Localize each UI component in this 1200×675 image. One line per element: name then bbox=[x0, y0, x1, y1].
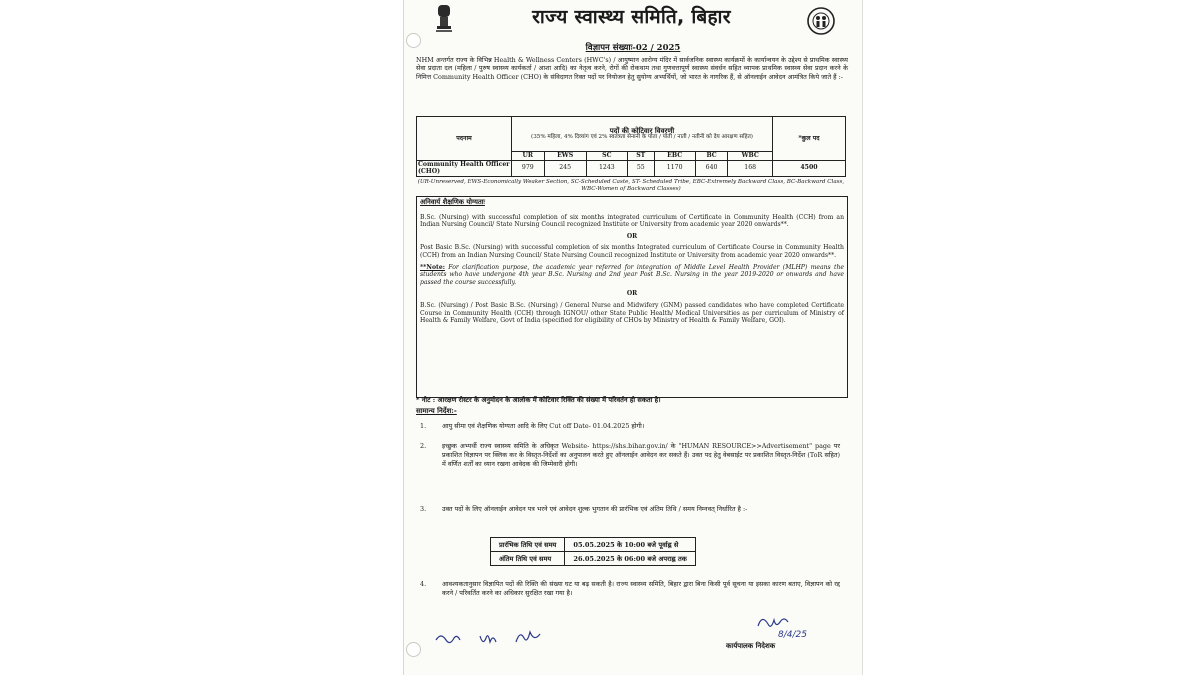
category-cell: UR bbox=[512, 152, 545, 161]
note-label: **Note: bbox=[420, 263, 445, 271]
date-value: 26.05.2025 के 06:00 बजे अपराह्न तक bbox=[565, 552, 695, 566]
instruction-item bbox=[420, 422, 840, 431]
state-emblem-icon bbox=[434, 4, 454, 34]
intro-paragraph: NHM अन्तर्गत राज्य के विभिन्न Health & Wellness Centers (HWC's) / आयुष्मान आरोग्य मंदिर में सार्वजनिक स्वास्थ्य कार्यक्रमों के कार्यान्वयन के उद्देश्य से प्राथमिक स्वास्थ्य सेवा प्रदाता दल (महिला / पुरुष स्वास्थ्य कार्यकर्ता / आशा आदि) का नेतृत्व करने, रोगों की रोकथाम तथा गुणवत्तापूर्ण स्वास्थ्य संवर्धन सहित व्यापक प्राथमिक स्वास्थ्य सेवा प्रदान करने के निमित्त Community Health Officer (CHO) के संविदागत रिक्त पदों पर नियोजन हेतु सुयोग्य अभ्यर्थियों, जो भारत के नागरिक हैं, से ऑनलाईन आवेदन आमंत्रित किये जाते हैं :- bbox=[416, 56, 848, 81]
value-cell: 979 bbox=[512, 160, 545, 176]
value-cell: 245 bbox=[544, 160, 586, 176]
signature-date: 8/4/25 bbox=[778, 630, 807, 640]
category-cell: EBC bbox=[654, 152, 695, 161]
col-post-header: पदनाम bbox=[417, 117, 512, 161]
reservation-note: * नोट : आरक्षण रोस्टर के अनुमोदन के आलोक में कोटिवार रिक्ति की संख्या में परिवर्तन हो सकता है। bbox=[416, 396, 661, 404]
category-legend: (UR-Unreserved, EWS-Economically Weaker Section, SC-Scheduled Caste, ST- Scheduled Tribe, EBC-Extremely Backward Class, BC-Backward Class, WBC-Women of Backward Classes) bbox=[417, 179, 845, 192]
qualification-option-1: B.Sc. (Nursing) with successful completion of six months integrated curriculum of Certificate in Community Health (CCH) from an Indian Nursing Council/ State Nursing Council recognized Institute or University from academic year 2020 onwards**. bbox=[420, 213, 844, 229]
item-number: 2. bbox=[420, 442, 427, 450]
item-text: उक्त पदों के लिए ऑनलाईन आवेदन पत्र भरने एवं आवेदन शुल्क भुगतान की प्रारंभिक एवं अंतिम तिथि / समय निम्नवत् निर्धारित है :- bbox=[442, 505, 748, 513]
value-cell: 640 bbox=[695, 160, 728, 176]
advertisement-number: विज्ञापन संख्याः-02 / 2025 bbox=[585, 43, 681, 53]
col-total-header: *कुल पद bbox=[773, 117, 846, 161]
qualification-box bbox=[416, 196, 848, 398]
designation: कार्यपालक निदेशक bbox=[726, 641, 776, 650]
col-breakup-header bbox=[512, 117, 773, 152]
director-signature bbox=[754, 612, 814, 640]
initials-signatures-icon bbox=[432, 628, 552, 650]
item-text: आवश्यकतानुसार विज्ञापित पदों की रिक्ति की संख्या घट या बढ़ सकती है। राज्य स्वास्थ्य समिति, बिहार द्वारा बिना किसी पूर्व सूचना या इसका कारण बताए, विज्ञापन को रद्द करने / परिवर्तित करने का अधिकार सुरक्षित रखा गया है। bbox=[442, 580, 840, 597]
punch-hole bbox=[406, 642, 421, 657]
item-number: 3. bbox=[420, 505, 427, 513]
instruction-item bbox=[420, 580, 840, 598]
instruction-item bbox=[420, 505, 840, 514]
qualification-option-3: B.Sc. (Nursing) / Post Basic B.Sc. (Nursing) / General Nurse and Midwifery (GNM) passed candidates who have completed Certificate Course in Community Health (CCH) through IGNOU/ other State Public Health/ Medical Universities as per curriculum of Ministry of Health & Family Welfare, Govt of India (specified for eligibility of CHOs by Ministry of Health & Family Welfare, GOI). bbox=[420, 301, 844, 325]
advertisement-page bbox=[403, 0, 863, 675]
category-cell: EWS bbox=[544, 152, 586, 161]
posts-table bbox=[416, 116, 846, 177]
item-text: आयु सीमा एवं शैक्षणिक योग्यता आदि के लिए Cut off Date- 01.04.2025 होगी। bbox=[442, 422, 645, 430]
item-number: 1. bbox=[420, 422, 427, 430]
category-cell: BC bbox=[695, 152, 728, 161]
note-text: For clarification purpose, the academic year referred for integration of Middle Level Health Provider (MLHP) means the students who have undergone 4th year B.Sc. Nursing and 2nd year Post B.Sc. Nursing in the year 2019-2020 or onwards and have passed the course successfully. bbox=[420, 263, 845, 286]
value-cell: 1170 bbox=[654, 160, 695, 176]
qualification-option-2: Post Basic B.Sc. (Nursing) with successful completion of six months Integrated curriculum of Certificate Course in Community Health (CCH) from an Indian Nursing Council/ State Nursing Council recognized Institute or University from academic year 2020 onwards**. bbox=[420, 244, 844, 259]
breakup-title: पदों की कोटिवार विवरणी bbox=[609, 125, 675, 135]
general-instructions-heading: सामान्य निर्देश:- bbox=[416, 406, 457, 415]
category-cell: SC bbox=[586, 152, 627, 161]
or-separator: OR bbox=[626, 290, 638, 298]
category-cell: WBC bbox=[728, 152, 773, 161]
date-value: 05.05.2025 के 10:00 बजे पूर्वाह्न से bbox=[565, 538, 695, 552]
signature-name: Suhash bbox=[756, 638, 760, 639]
organisation-title: राज्य स्वास्थ्य समिति, बिहार bbox=[532, 6, 731, 28]
qualification-note bbox=[420, 264, 844, 287]
dates-table bbox=[490, 537, 696, 566]
date-label: प्रारंभिक तिथि एवं समय bbox=[491, 538, 565, 552]
value-cell: 168 bbox=[728, 160, 773, 176]
date-label: अंतिम तिथि एवं समय bbox=[491, 552, 565, 566]
item-text: इच्छुक अभ्यर्थी राज्य स्वास्थ्य समिति के अधिकृत Website- https://shs.bihar.gov.in/ के "HUMAN RESOURCE>>Advertisement" page पर प्रकाशित विज्ञापन पर क्लिक कर के विस्तृत-निर्देशों का अनुपालन करते हुए ऑनलाईन आवेदन कर सकते हैं। उक्त पद हेतु वेबसाईट पर प्रकाशित विस्तृत-निर्देश (ToR सहित) में वर्णित शर्तों का ध्यान रखना आवेदक की जिम्मेवारी होगी। bbox=[442, 442, 840, 468]
category-cell: ST bbox=[627, 152, 654, 161]
nhm-logo-icon bbox=[806, 6, 836, 36]
value-cell: 1243 bbox=[586, 160, 627, 176]
item-number: 4. bbox=[420, 580, 427, 588]
or-separator: OR bbox=[626, 232, 638, 240]
breakup-note: (35% महिला, 4% दिव्यांग एवं 2% स्वतंत्रता सेनानी के पोता / पोती / नाती / नतीनी को देय आरक्षण सहित) bbox=[531, 134, 753, 141]
qualification-heading: अनिवार्य शैक्षणिक योग्यताः bbox=[420, 198, 485, 206]
post-name-cell: Community Health Officer (CHO) bbox=[418, 160, 510, 175]
instruction-item bbox=[420, 442, 840, 469]
total-cell: 4500 bbox=[773, 160, 846, 176]
value-cell: 55 bbox=[627, 160, 654, 176]
